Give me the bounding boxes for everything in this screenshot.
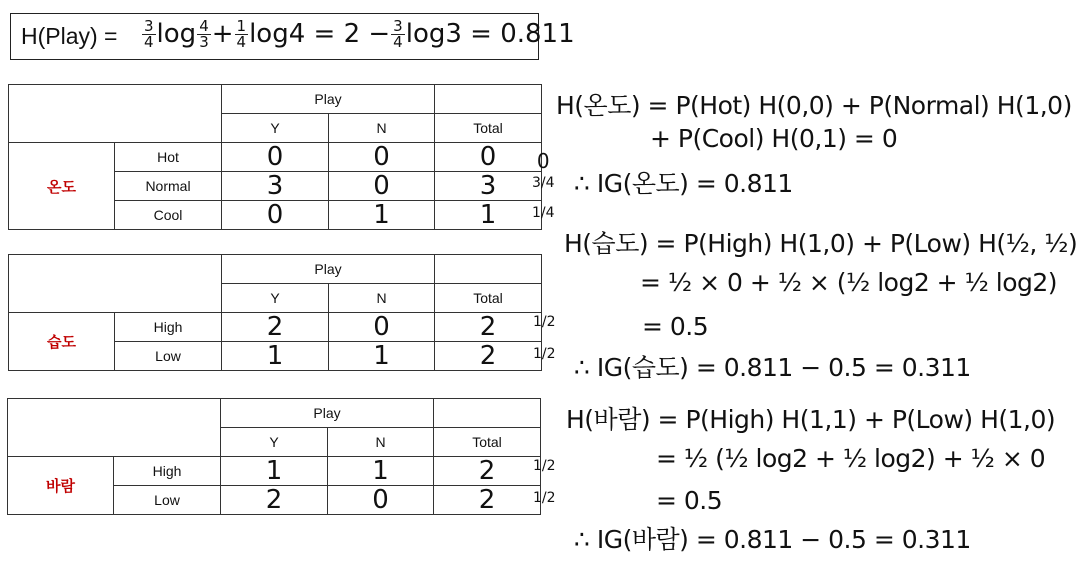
fraction: $\frac{4}{3}$ — [199, 17, 209, 51]
cell-total: 0 — [435, 143, 542, 172]
cell-total: 3 — [435, 172, 542, 201]
humidity-entropy-line1: H(습도) = P(High) H(1,0) + P(Low) H(½, ½) — [564, 229, 1078, 258]
play-header: Play — [222, 255, 435, 284]
probability-notes: 1/2 1/2 — [533, 458, 556, 506]
col-total: Total — [435, 114, 542, 143]
corner-cell — [8, 399, 221, 457]
formula-expression: $\frac{3}{4}$ log $\frac{4}{3}$ + $\frac{1}{4}$ log4 = 2 − $\frac{3}{4}$ log3 = 0.811 — [144, 17, 575, 51]
cell-y: 0 — [222, 143, 329, 172]
cell-total: 1 — [435, 201, 542, 230]
cell-y: 0 — [222, 201, 329, 230]
play-header: Play — [221, 399, 434, 428]
col-y: Y — [222, 114, 329, 143]
cell-y: 2 — [221, 486, 328, 515]
col-total: Total — [434, 428, 541, 457]
cell-n: 0 — [328, 486, 434, 515]
col-n: N — [329, 284, 435, 313]
probability-notes: 1/2 1/2 — [533, 314, 556, 362]
temperature-entropy-line2: + P(Cool) H(0,1) = 0 — [650, 124, 898, 153]
probability-notes: 0 3/4 1/4 — [532, 149, 555, 221]
cell-total: 2 — [434, 457, 541, 486]
col-y: Y — [221, 428, 328, 457]
row-label: Cool — [115, 201, 222, 230]
row-label: Normal — [115, 172, 222, 201]
humidity-entropy-line2: = ½ × 0 + ½ × (½ log2 + ½ log2) — [640, 268, 1058, 297]
cell-n: 0 — [329, 313, 435, 342]
humidity-entropy-line3: = 0.5 — [642, 312, 709, 341]
wind-entropy-line2: = ½ (½ log2 + ½ log2) + ½ × 0 — [656, 444, 1046, 473]
humidity-ig: ∴ IG(습도) = 0.811 − 0.5 = 0.311 — [574, 353, 971, 382]
cell-n: 1 — [329, 342, 435, 371]
cell-n: 0 — [329, 172, 435, 201]
col-total: Total — [435, 284, 542, 313]
row-label: High — [114, 457, 221, 486]
row-label: Low — [115, 342, 222, 371]
cell-n: 0 — [329, 143, 435, 172]
humidity-table — [8, 254, 542, 371]
col-y: Y — [222, 284, 329, 313]
attribute-label: 습도 — [9, 313, 115, 371]
wind-table — [7, 398, 541, 515]
col-n: N — [328, 428, 434, 457]
cell-y: 2 — [222, 313, 329, 342]
corner-cell — [9, 85, 222, 143]
row-label: Hot — [115, 143, 222, 172]
table-row — [8, 457, 541, 486]
col-n: N — [329, 114, 435, 143]
table-row — [9, 313, 542, 342]
row-label: High — [115, 313, 222, 342]
cell-n: 1 — [328, 457, 434, 486]
fraction: $\frac{1}{4}$ — [236, 17, 247, 51]
cell-n: 1 — [329, 201, 435, 230]
wind-ig: ∴ IG(바람) = 0.811 − 0.5 = 0.311 — [574, 525, 971, 554]
table-row — [9, 143, 542, 172]
fraction: $\frac{3}{4}$ — [393, 17, 403, 51]
empty-header — [435, 255, 542, 284]
play-header: Play — [222, 85, 435, 114]
cell-y: 1 — [222, 342, 329, 371]
wind-entropy-line3: = 0.5 — [656, 486, 723, 515]
cell-y: 1 — [221, 457, 328, 486]
empty-header — [434, 399, 541, 428]
cell-total: 2 — [435, 342, 542, 371]
entropy-formula-box — [10, 13, 575, 60]
formula-label: H(Play) = — [21, 23, 118, 49]
cell-total: 2 — [435, 313, 542, 342]
attribute-label: 온도 — [9, 143, 115, 230]
cell-total: 2 — [434, 486, 541, 515]
cell-y: 3 — [222, 172, 329, 201]
row-label: Low — [114, 486, 221, 515]
temperature-table — [8, 84, 542, 230]
wind-entropy-line1: H(바람) = P(High) H(1,1) + P(Low) H(1,0) — [566, 405, 1056, 434]
fraction: $\frac{3}{4}$ — [144, 17, 154, 51]
corner-cell — [9, 255, 222, 313]
empty-header — [435, 85, 542, 114]
temperature-entropy-line1: H(온도) = P(Hot) H(0,0) + P(Normal) H(1,0) — [556, 91, 1072, 120]
attribute-label: 바람 — [8, 457, 114, 515]
temperature-ig: ∴ IG(온도) = 0.811 — [574, 169, 793, 198]
